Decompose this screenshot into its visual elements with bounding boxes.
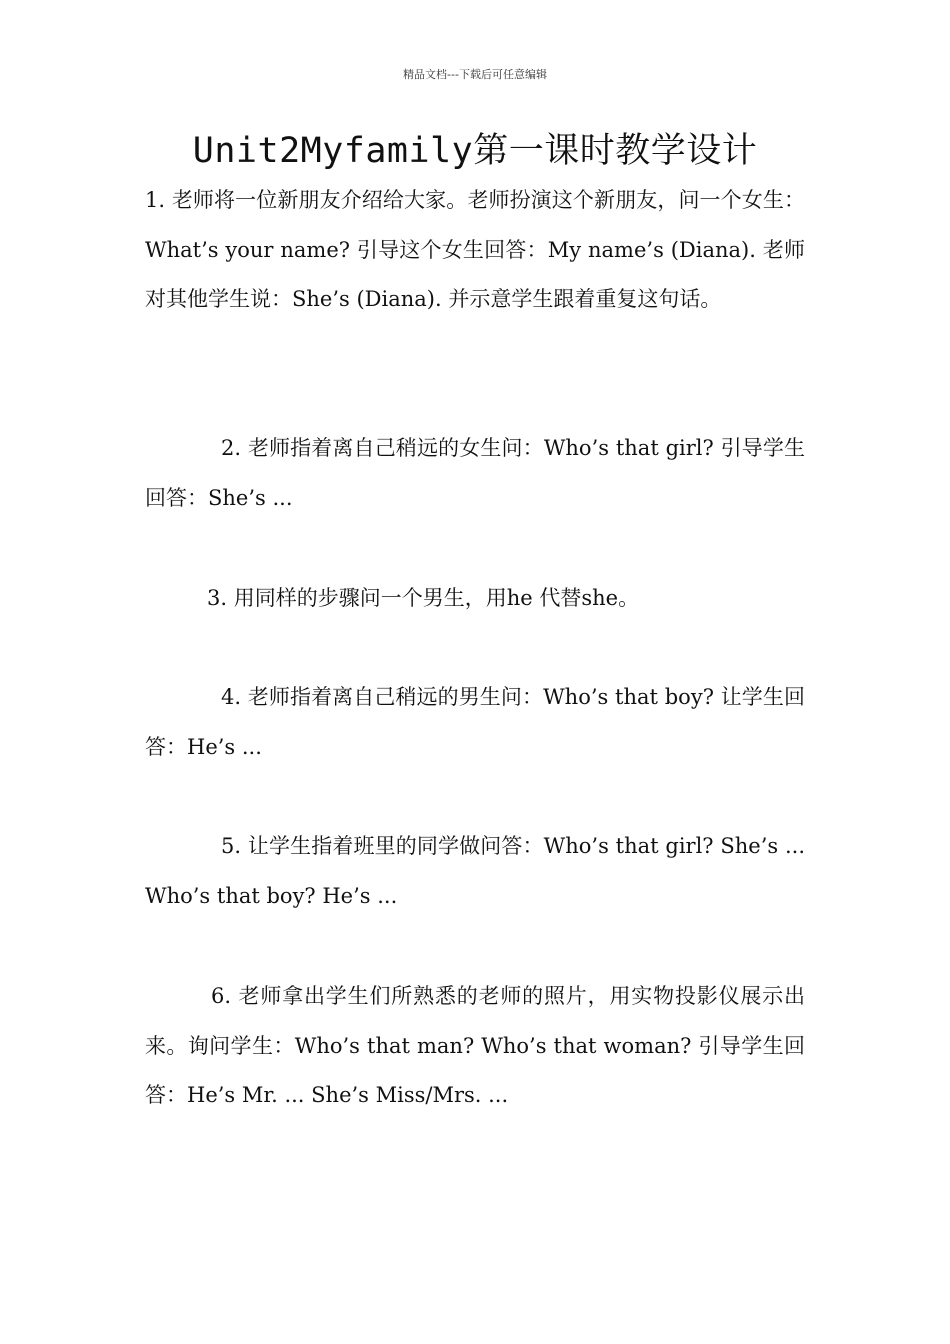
header-note: 精品文档---下载后可任意编辑 xyxy=(403,68,547,81)
paragraph-step-3: 3. 用同样的步骤问一个男生，用he 代替she。 xyxy=(207,586,640,610)
document-title: Unit2Myfamily第一课时教学设计 xyxy=(192,131,758,171)
paragraph-step-2: 2. 老师指着离自己稍远的女生问：Who’s that girl? 引导学生回答：She’s ... xyxy=(145,436,805,510)
paragraph-step-1: 1. 老师将一位新朋友介绍给大家。老师扮演这个新朋友，问一个女生：What’s your name? 引导这个女生回答：My name’s (Diana). 老师对其他学生说：She’s (Diana). 并示意学生跟着重复这句话。 xyxy=(145,188,805,312)
paragraph-step-6: 6. 老师拿出学生们所熟悉的老师的照片，用实物投影仪展示出来。询问学生：Who’s that man? Who’s that woman? 引导学生回答：He’s Mr. ... She’s Miss/Mrs. ... xyxy=(145,984,805,1108)
paragraph-step-5: 5. 让学生指着班里的同学做问答：Who’s that girl? She’s ... Who’s that boy? He’s ... xyxy=(145,834,805,908)
paragraph-step-4: 4. 老师指着离自己稍远的男生问：Who’s that boy? 让学生回答：He’s ... xyxy=(145,685,805,759)
